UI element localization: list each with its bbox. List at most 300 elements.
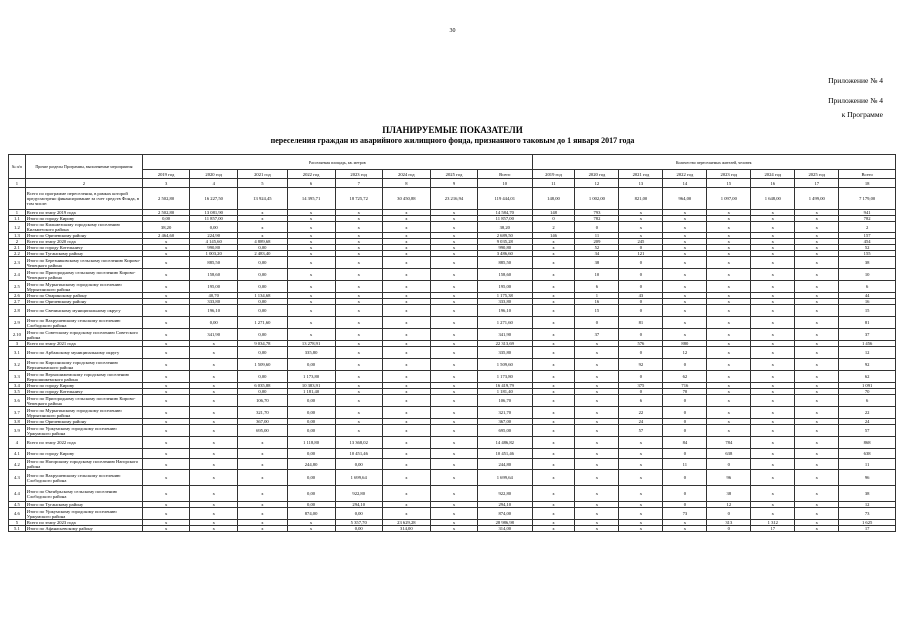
value-cell: x xyxy=(795,239,839,245)
value-cell: x xyxy=(190,371,238,383)
column-index-cell: 12 xyxy=(575,179,619,188)
value-cell: x xyxy=(190,383,238,389)
value-cell: x xyxy=(287,239,335,245)
value-cell: 16 xyxy=(839,299,896,305)
value-cell: 14 395,71 xyxy=(287,188,335,210)
value-cell: 6 035,88 xyxy=(238,383,287,389)
value-cell: x xyxy=(532,459,575,470)
table-row xyxy=(9,347,896,359)
value-cell: x xyxy=(190,459,238,470)
row-name: Всего по этапу 2019 года xyxy=(25,210,142,216)
value-cell: x xyxy=(382,486,430,502)
value-cell: x xyxy=(751,239,795,245)
value-cell: x xyxy=(190,520,238,526)
value-cell: 0 xyxy=(663,419,707,425)
value-cell: 0,00 xyxy=(287,449,335,459)
value-cell: x xyxy=(143,425,190,437)
value-cell: x xyxy=(751,305,795,317)
value-cell: x xyxy=(575,425,619,437)
table-row xyxy=(9,508,896,520)
value-cell: x xyxy=(382,341,430,347)
year-header: 2023 год xyxy=(707,170,751,179)
value-cell: x xyxy=(751,486,795,502)
value-cell: x xyxy=(382,293,430,299)
value-cell: x xyxy=(707,269,751,281)
value-cell: 11 xyxy=(663,459,707,470)
value-cell: x xyxy=(795,305,839,317)
table-row xyxy=(9,317,896,329)
value-cell: 0,00 xyxy=(143,216,190,222)
page-subtitle: переселения граждан из аварийного жилищного фонда, признанного таковым до 1 января 2017 года xyxy=(270,136,635,145)
value-cell: 38,20 xyxy=(478,222,532,233)
value-cell: x xyxy=(575,459,619,470)
value-cell: x xyxy=(532,269,575,281)
value-cell: x xyxy=(430,526,477,532)
value-cell: 57 xyxy=(619,425,663,437)
value-cell: 195,00 xyxy=(478,281,532,293)
value-cell: x xyxy=(143,341,190,347)
value-cell: 158,60 xyxy=(190,269,238,281)
table-body xyxy=(9,179,896,532)
value-cell: 0 xyxy=(707,526,751,532)
value-cell: x xyxy=(575,502,619,508)
value-cell: 10 451,46 xyxy=(478,449,532,459)
column-index-cell: 9 xyxy=(430,179,477,188)
row-number: 5.1 xyxy=(9,526,26,532)
value-cell: x xyxy=(143,245,190,251)
row-number: 3.2 xyxy=(9,359,26,371)
value-cell: 0 xyxy=(619,257,663,269)
value-cell: x xyxy=(190,508,238,520)
value-cell: 24 xyxy=(619,419,663,425)
value-cell: 16 419,79 xyxy=(478,383,532,389)
value-cell: x xyxy=(575,383,619,389)
value-cell: x xyxy=(795,486,839,502)
value-cell: 12 xyxy=(707,502,751,508)
value-cell: 990,80 xyxy=(478,245,532,251)
value-cell: x xyxy=(663,257,707,269)
value-cell: x xyxy=(238,459,287,470)
value-cell: x xyxy=(663,293,707,299)
value-cell: x xyxy=(795,210,839,216)
value-cell: x xyxy=(430,486,477,502)
value-cell: 341,90 xyxy=(478,329,532,341)
value-cell: 784 xyxy=(707,437,751,449)
value-cell: x xyxy=(287,210,335,216)
value-cell: x xyxy=(430,470,477,486)
value-cell: 28 986,98 xyxy=(478,520,532,526)
row-name: Итого по Мурыгинскому городскому поселению Мурыгинского района xyxy=(25,281,142,293)
value-cell: 0 xyxy=(619,347,663,359)
value-cell: 0,00 xyxy=(287,486,335,502)
value-cell: x xyxy=(707,251,751,257)
year-header: 2019 год xyxy=(532,170,575,179)
table-row xyxy=(9,486,896,502)
value-cell: 333,80 xyxy=(478,299,532,305)
value-cell: 37 xyxy=(839,329,896,341)
value-cell: x xyxy=(707,233,751,239)
value-cell: 0 xyxy=(707,459,751,470)
value-cell: x xyxy=(143,395,190,407)
row-name: Итого по Верхошижемскому городскому поселению Верхошижемского района xyxy=(25,371,142,383)
value-cell: 1 699,64 xyxy=(478,470,532,486)
value-cell: x xyxy=(430,508,477,520)
value-cell: x xyxy=(335,222,382,233)
value-cell: x xyxy=(430,407,477,419)
value-cell: 638 xyxy=(707,449,751,459)
table-row xyxy=(9,188,896,210)
value-cell: x xyxy=(532,347,575,359)
value-cell: x xyxy=(751,449,795,459)
value-cell: 81 xyxy=(619,317,663,329)
value-cell: x xyxy=(335,269,382,281)
row-name: Всего по этапу 2022 года xyxy=(25,437,142,449)
value-cell: x xyxy=(575,520,619,526)
value-cell: x xyxy=(238,470,287,486)
value-cell: x xyxy=(335,317,382,329)
value-cell: x xyxy=(430,239,477,245)
value-cell: x xyxy=(382,371,430,383)
row-number: 2.4 xyxy=(9,269,26,281)
value-cell: x xyxy=(430,251,477,257)
value-cell: 321,70 xyxy=(238,407,287,419)
value-cell: 922,80 xyxy=(478,486,532,502)
value-cell: x xyxy=(795,245,839,251)
value-cell: x xyxy=(619,459,663,470)
value-cell: x xyxy=(430,502,477,508)
value-cell: x xyxy=(707,395,751,407)
value-cell: 0 xyxy=(663,486,707,502)
value-cell: 196,10 xyxy=(190,305,238,317)
value-cell: 0 xyxy=(663,395,707,407)
column-index-cell: 4 xyxy=(190,179,238,188)
row-name: Итого по Афанасьевскому району xyxy=(25,526,142,532)
value-cell: 13 278,91 xyxy=(287,341,335,347)
value-cell: x xyxy=(143,305,190,317)
value-cell: 0 xyxy=(619,389,663,395)
value-cell: x xyxy=(575,407,619,419)
value-cell: 294,10 xyxy=(335,502,382,508)
value-cell: x xyxy=(532,383,575,389)
value-cell: x xyxy=(335,395,382,407)
value-cell: 0,00 xyxy=(287,502,335,508)
value-cell: 4 145,60 xyxy=(190,239,238,245)
value-cell: 1 003,20 xyxy=(190,251,238,257)
value-cell: x xyxy=(795,317,839,329)
value-cell: 0,00 xyxy=(238,329,287,341)
value-cell: x xyxy=(382,281,430,293)
value-cell: 10 383,91 xyxy=(287,383,335,389)
value-cell: 10 xyxy=(575,269,619,281)
value-cell: x xyxy=(575,359,619,371)
value-cell: 17 xyxy=(839,526,896,532)
table-row xyxy=(9,425,896,437)
row-name: Итого по Оричевскому району xyxy=(25,299,142,305)
column-index-cell: 7 xyxy=(335,179,382,188)
value-cell: x xyxy=(430,293,477,299)
value-cell: x xyxy=(287,216,335,222)
value-cell: 1 699,64 xyxy=(335,470,382,486)
row-number: 4.1 xyxy=(9,449,26,459)
value-cell: x xyxy=(430,257,477,269)
table-row xyxy=(9,371,896,383)
value-cell: x xyxy=(382,437,430,449)
value-cell: x xyxy=(619,216,663,222)
value-cell: 224,90 xyxy=(190,233,238,239)
value-cell: 146 xyxy=(532,233,575,239)
value-cell: x xyxy=(190,449,238,459)
value-cell: x xyxy=(663,329,707,341)
row-number: 3.6 xyxy=(9,395,26,407)
column-index-cell: 5 xyxy=(238,179,287,188)
value-cell: 0 xyxy=(663,407,707,419)
value-cell: x xyxy=(795,502,839,508)
value-cell: x xyxy=(238,502,287,508)
value-cell: x xyxy=(382,407,430,419)
value-cell: 155 xyxy=(839,251,896,257)
value-cell: x xyxy=(430,389,477,395)
value-cell: x xyxy=(532,329,575,341)
value-cell: x xyxy=(287,281,335,293)
value-cell: x xyxy=(382,305,430,317)
value-cell: x xyxy=(751,233,795,239)
value-cell: x xyxy=(143,520,190,526)
column-index-cell: 18 xyxy=(839,179,896,188)
value-cell: x xyxy=(532,407,575,419)
value-cell: x xyxy=(143,317,190,329)
value-cell: 10 xyxy=(839,269,896,281)
row-number: 4.5 xyxy=(9,502,26,508)
value-cell: x xyxy=(143,359,190,371)
value-cell: x xyxy=(430,269,477,281)
column-index-cell: 11 xyxy=(532,179,575,188)
value-cell: 15 xyxy=(575,305,619,317)
value-cell: x xyxy=(430,216,477,222)
value-cell: x xyxy=(619,508,663,520)
value-cell: x xyxy=(575,389,619,395)
indicators-table xyxy=(8,154,896,532)
value-cell: x xyxy=(751,245,795,251)
value-cell: x xyxy=(382,347,430,359)
value-cell: x xyxy=(795,383,839,389)
value-cell: x xyxy=(751,257,795,269)
value-cell: x xyxy=(335,419,382,425)
value-cell: x xyxy=(190,407,238,419)
value-cell: x xyxy=(707,419,751,425)
value-cell: x xyxy=(707,293,751,299)
value-cell: x xyxy=(532,425,575,437)
row-number: 4.3 xyxy=(9,470,26,486)
table-row xyxy=(9,437,896,449)
value-cell: x xyxy=(707,245,751,251)
value-cell: x xyxy=(663,216,707,222)
row-name: Итого по Оричевскому району xyxy=(25,233,142,239)
page-title: ПЛАНИРУЕМЫЕ ПОКАЗАТЕЛИ xyxy=(382,125,523,135)
year-header: Всего xyxy=(839,170,896,179)
value-cell: x xyxy=(190,486,238,502)
value-cell: x xyxy=(663,520,707,526)
value-cell: x xyxy=(532,245,575,251)
header-people-group: Количество переселяемых жителей, человек xyxy=(532,155,895,170)
row-number: 5 xyxy=(9,520,26,526)
value-cell: x xyxy=(532,395,575,407)
value-cell: 14 584,70 xyxy=(478,210,532,216)
value-cell: x xyxy=(532,389,575,395)
value-cell: x xyxy=(619,470,663,486)
table-row xyxy=(9,305,896,317)
row-name: Итого по Вахрушевскому сельскому поселению Слободского района xyxy=(25,470,142,486)
value-cell: 3 486,60 xyxy=(478,251,532,257)
value-cell: x xyxy=(335,239,382,245)
year-header: 2024 год xyxy=(382,170,430,179)
year-header: 2020 год xyxy=(575,170,619,179)
value-cell: 40,70 xyxy=(190,293,238,299)
value-cell: x xyxy=(430,459,477,470)
value-cell: x xyxy=(382,216,430,222)
value-cell: x xyxy=(430,419,477,425)
row-number: 1.1 xyxy=(9,216,26,222)
value-cell: x xyxy=(751,459,795,470)
value-cell: 1 097,00 xyxy=(707,188,751,210)
value-cell: 0,00 xyxy=(287,407,335,419)
header-num: № п/п xyxy=(9,155,26,179)
value-cell: 245 xyxy=(619,239,663,245)
row-number: 1.2 xyxy=(9,222,26,233)
year-header: 2019 год xyxy=(143,170,190,179)
value-cell: x xyxy=(619,222,663,233)
value-cell: x xyxy=(143,407,190,419)
value-cell: x xyxy=(382,251,430,257)
value-cell: x xyxy=(238,437,287,449)
value-cell: 209 xyxy=(575,239,619,245)
value-cell: x xyxy=(532,470,575,486)
value-cell: x xyxy=(751,216,795,222)
value-cell: x xyxy=(382,389,430,395)
value-cell: 367,00 xyxy=(238,419,287,425)
value-cell: 52 xyxy=(839,245,896,251)
value-cell: x xyxy=(751,371,795,383)
value-cell: x xyxy=(795,359,839,371)
value-cell: 321,70 xyxy=(478,407,532,419)
value-cell: x xyxy=(430,383,477,389)
value-cell: x xyxy=(190,395,238,407)
value-cell: 0 xyxy=(575,222,619,233)
value-cell: x xyxy=(382,419,430,425)
value-cell: x xyxy=(190,526,238,532)
value-cell: 0,00 xyxy=(238,347,287,359)
value-cell: x xyxy=(532,437,575,449)
value-cell: x xyxy=(382,502,430,508)
value-cell: x xyxy=(751,269,795,281)
appendix-line-1: Приложение № 4 xyxy=(828,76,883,85)
value-cell: x xyxy=(532,299,575,305)
row-number: 4.4 xyxy=(9,486,26,502)
value-cell: x xyxy=(663,245,707,251)
row-name: Итого по Туганскому району xyxy=(25,251,142,257)
value-cell: x xyxy=(751,317,795,329)
value-cell: 92 xyxy=(839,359,896,371)
value-cell: x xyxy=(238,449,287,459)
value-cell: x xyxy=(190,419,238,425)
value-cell: 11 857,00 xyxy=(190,216,238,222)
value-cell: x xyxy=(430,520,477,526)
row-name: Итого по Свечинскому муниципальному округу xyxy=(25,305,142,317)
value-cell: x xyxy=(619,502,663,508)
year-header: 2021 год xyxy=(619,170,663,179)
value-cell: x xyxy=(287,222,335,233)
value-cell: x xyxy=(619,486,663,502)
row-number: 4 xyxy=(9,437,26,449)
year-header: 2023 год xyxy=(335,170,382,179)
value-cell: x xyxy=(795,347,839,359)
value-cell: x xyxy=(382,383,430,389)
value-cell: x xyxy=(795,281,839,293)
value-cell: 0,00 xyxy=(238,245,287,251)
row-number: 1.3 xyxy=(9,233,26,239)
value-cell: x xyxy=(143,508,190,520)
value-cell: x xyxy=(238,526,287,532)
value-cell: 0,00 xyxy=(287,419,335,425)
value-cell: x xyxy=(238,210,287,216)
row-name: Итого по Пригородному сельскому поселению Кирово-Чепецкого района xyxy=(25,269,142,281)
value-cell: x xyxy=(663,269,707,281)
value-cell: x xyxy=(663,251,707,257)
value-cell: x xyxy=(287,305,335,317)
value-cell: x xyxy=(795,299,839,305)
row-name: Итого по Мурыгинскому городскому поселению Мурыгинского района xyxy=(25,407,142,419)
value-cell: 782 xyxy=(839,216,896,222)
value-cell: 695,00 xyxy=(478,425,532,437)
value-cell: x xyxy=(287,251,335,257)
row-number: 3 xyxy=(9,341,26,347)
row-number: 2 xyxy=(9,239,26,245)
value-cell: x xyxy=(430,359,477,371)
value-cell: 37 xyxy=(575,329,619,341)
row-name: Итого по Туганскому району xyxy=(25,502,142,508)
value-cell: 0 xyxy=(619,281,663,293)
value-cell: x xyxy=(382,233,430,239)
value-cell: x xyxy=(663,526,707,532)
value-cell: x xyxy=(382,257,430,269)
value-cell: x xyxy=(707,359,751,371)
row-name: Итого по городу Кирову xyxy=(25,216,142,222)
value-cell: x xyxy=(143,486,190,502)
value-cell: 44 xyxy=(839,293,896,299)
column-index-cell: 10 xyxy=(478,179,532,188)
row-number: 2.3 xyxy=(9,257,26,269)
value-cell: x xyxy=(430,329,477,341)
value-cell: 1 002,00 xyxy=(575,188,619,210)
value-cell: x xyxy=(707,317,751,329)
value-cell: x xyxy=(619,233,663,239)
column-index-cell: 15 xyxy=(707,179,751,188)
value-cell: x xyxy=(238,508,287,520)
row-number: 2.8 xyxy=(9,305,26,317)
row-number: 2.6 xyxy=(9,293,26,299)
value-cell: 0,00 xyxy=(287,425,335,437)
year-header: 2025 год xyxy=(795,170,839,179)
row-name: Итого по Оричевскому району xyxy=(25,419,142,425)
value-cell: x xyxy=(663,239,707,245)
value-cell: x xyxy=(575,395,619,407)
value-cell: 0,00 xyxy=(238,371,287,383)
value-cell: 2 xyxy=(839,222,896,233)
value-cell: x xyxy=(238,233,287,239)
value-cell: x xyxy=(663,317,707,329)
value-cell: x xyxy=(532,293,575,299)
value-cell: 0 xyxy=(663,359,707,371)
value-cell: x xyxy=(335,371,382,383)
